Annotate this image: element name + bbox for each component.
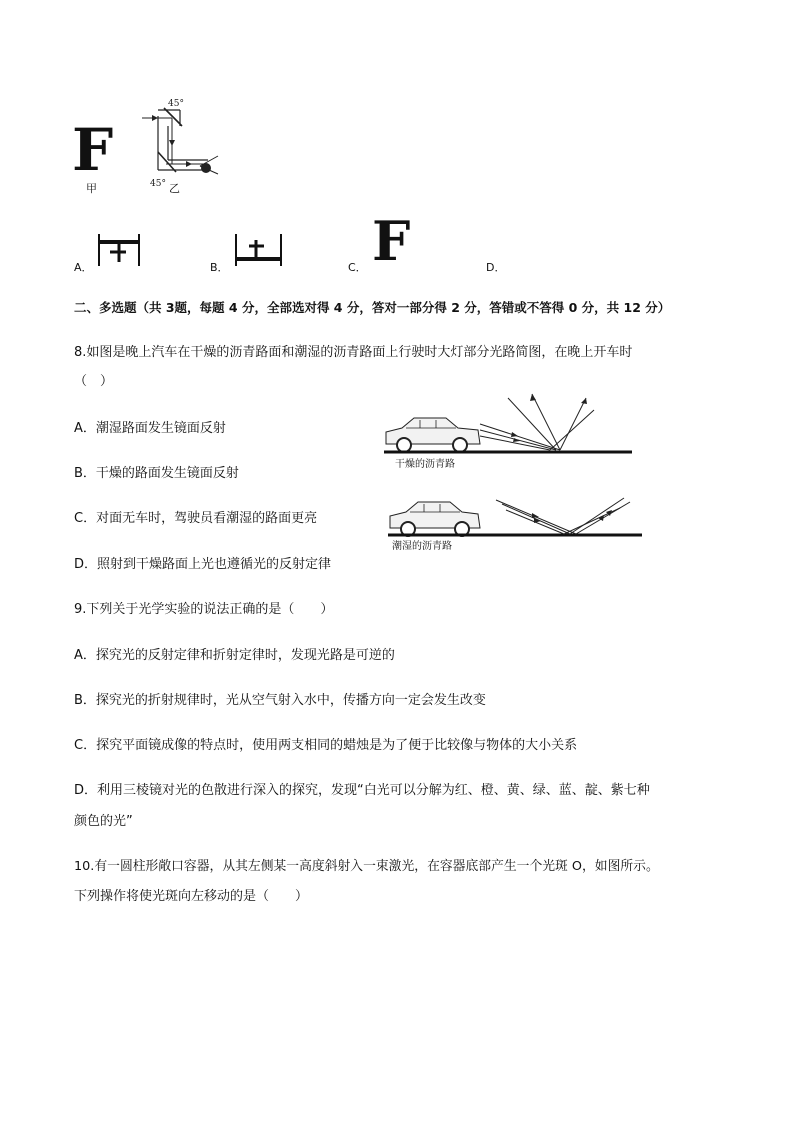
q10-stem-cont: 下列操作将使光斑向左移动的是（ ） — [74, 889, 309, 904]
option-c-image: F — [372, 209, 411, 273]
angle-top-label: 45° — [168, 99, 184, 109]
q8-option-b: B．干燥的路面发生镜面反射 — [74, 466, 239, 481]
q8-stem: 8.如图是晚上汽车在干燥的沥青路面和潮湿的沥青路面上行驶时大灯部分光路简图，在晚上开车时 — [74, 345, 633, 360]
option-d-label: D． — [486, 261, 506, 274]
label-yi: 乙 — [169, 182, 180, 195]
wet-road-figure — [384, 492, 646, 540]
q9-option-d: D．利用三棱镜对光的色散进行深入的探究，发现“白光可以分解为红、橙、黄、绿、蓝、靛、紫七种 — [74, 783, 650, 798]
angle-bottom-label: 45° — [150, 179, 166, 189]
q10-stem: 10.有一圆柱形敞口容器，从其左侧某一高度斜射入一束激光，在容器底部产生一个光斑 O，如图所示。 — [74, 859, 659, 874]
q9-option-c: C．探究平面镜成像的特点时，使用两支相同的蜡烛是为了便于比较像与物体的大小关系 — [74, 738, 578, 753]
q9-option-b: B．探究光的折射规律时，光从空气射入水中，传播方向一定会发生改变 — [74, 693, 486, 708]
q9-option-d-cont: 颜色的光” — [74, 814, 133, 829]
option-a-image — [96, 232, 144, 268]
option-b-image — [234, 232, 284, 268]
dry-road-label: 干燥的沥青路 — [395, 459, 455, 470]
q9-stem: 9.下列关于光学实验的说法正确的是（ ） — [74, 602, 334, 617]
option-a-label: A． — [74, 261, 93, 274]
periscope-diagram — [138, 96, 228, 192]
dry-road-figure — [380, 388, 640, 462]
section-title: 二、多选题（共 3题，每题 4 分，全部选对得 4 分，答对一部分得 2 分，答错或不答得 0 分，共 12 分） — [74, 300, 671, 315]
q9-option-a: A．探究光的反射定律和折射定律时，发现光路是可逆的 — [74, 648, 395, 663]
q8-option-c: C．对面无车时，驾驶员看潮湿的路面更亮 — [74, 511, 318, 526]
q8-option-d: D．照射到干燥路面上光也遵循光的反射定律 — [74, 557, 332, 572]
q8-option-a: A．潮湿路面发生镜面反射 — [74, 421, 226, 436]
object-letter-f: F — [72, 116, 114, 184]
label-jia: 甲 — [86, 182, 97, 195]
q8-stem-bracket: （ ） — [74, 374, 114, 389]
wet-road-label-clip — [392, 540, 482, 550]
wet-road-label: 潮湿的沥青路 — [392, 541, 452, 550]
option-c-label: C． — [348, 261, 367, 274]
option-b-label: B． — [210, 261, 229, 274]
